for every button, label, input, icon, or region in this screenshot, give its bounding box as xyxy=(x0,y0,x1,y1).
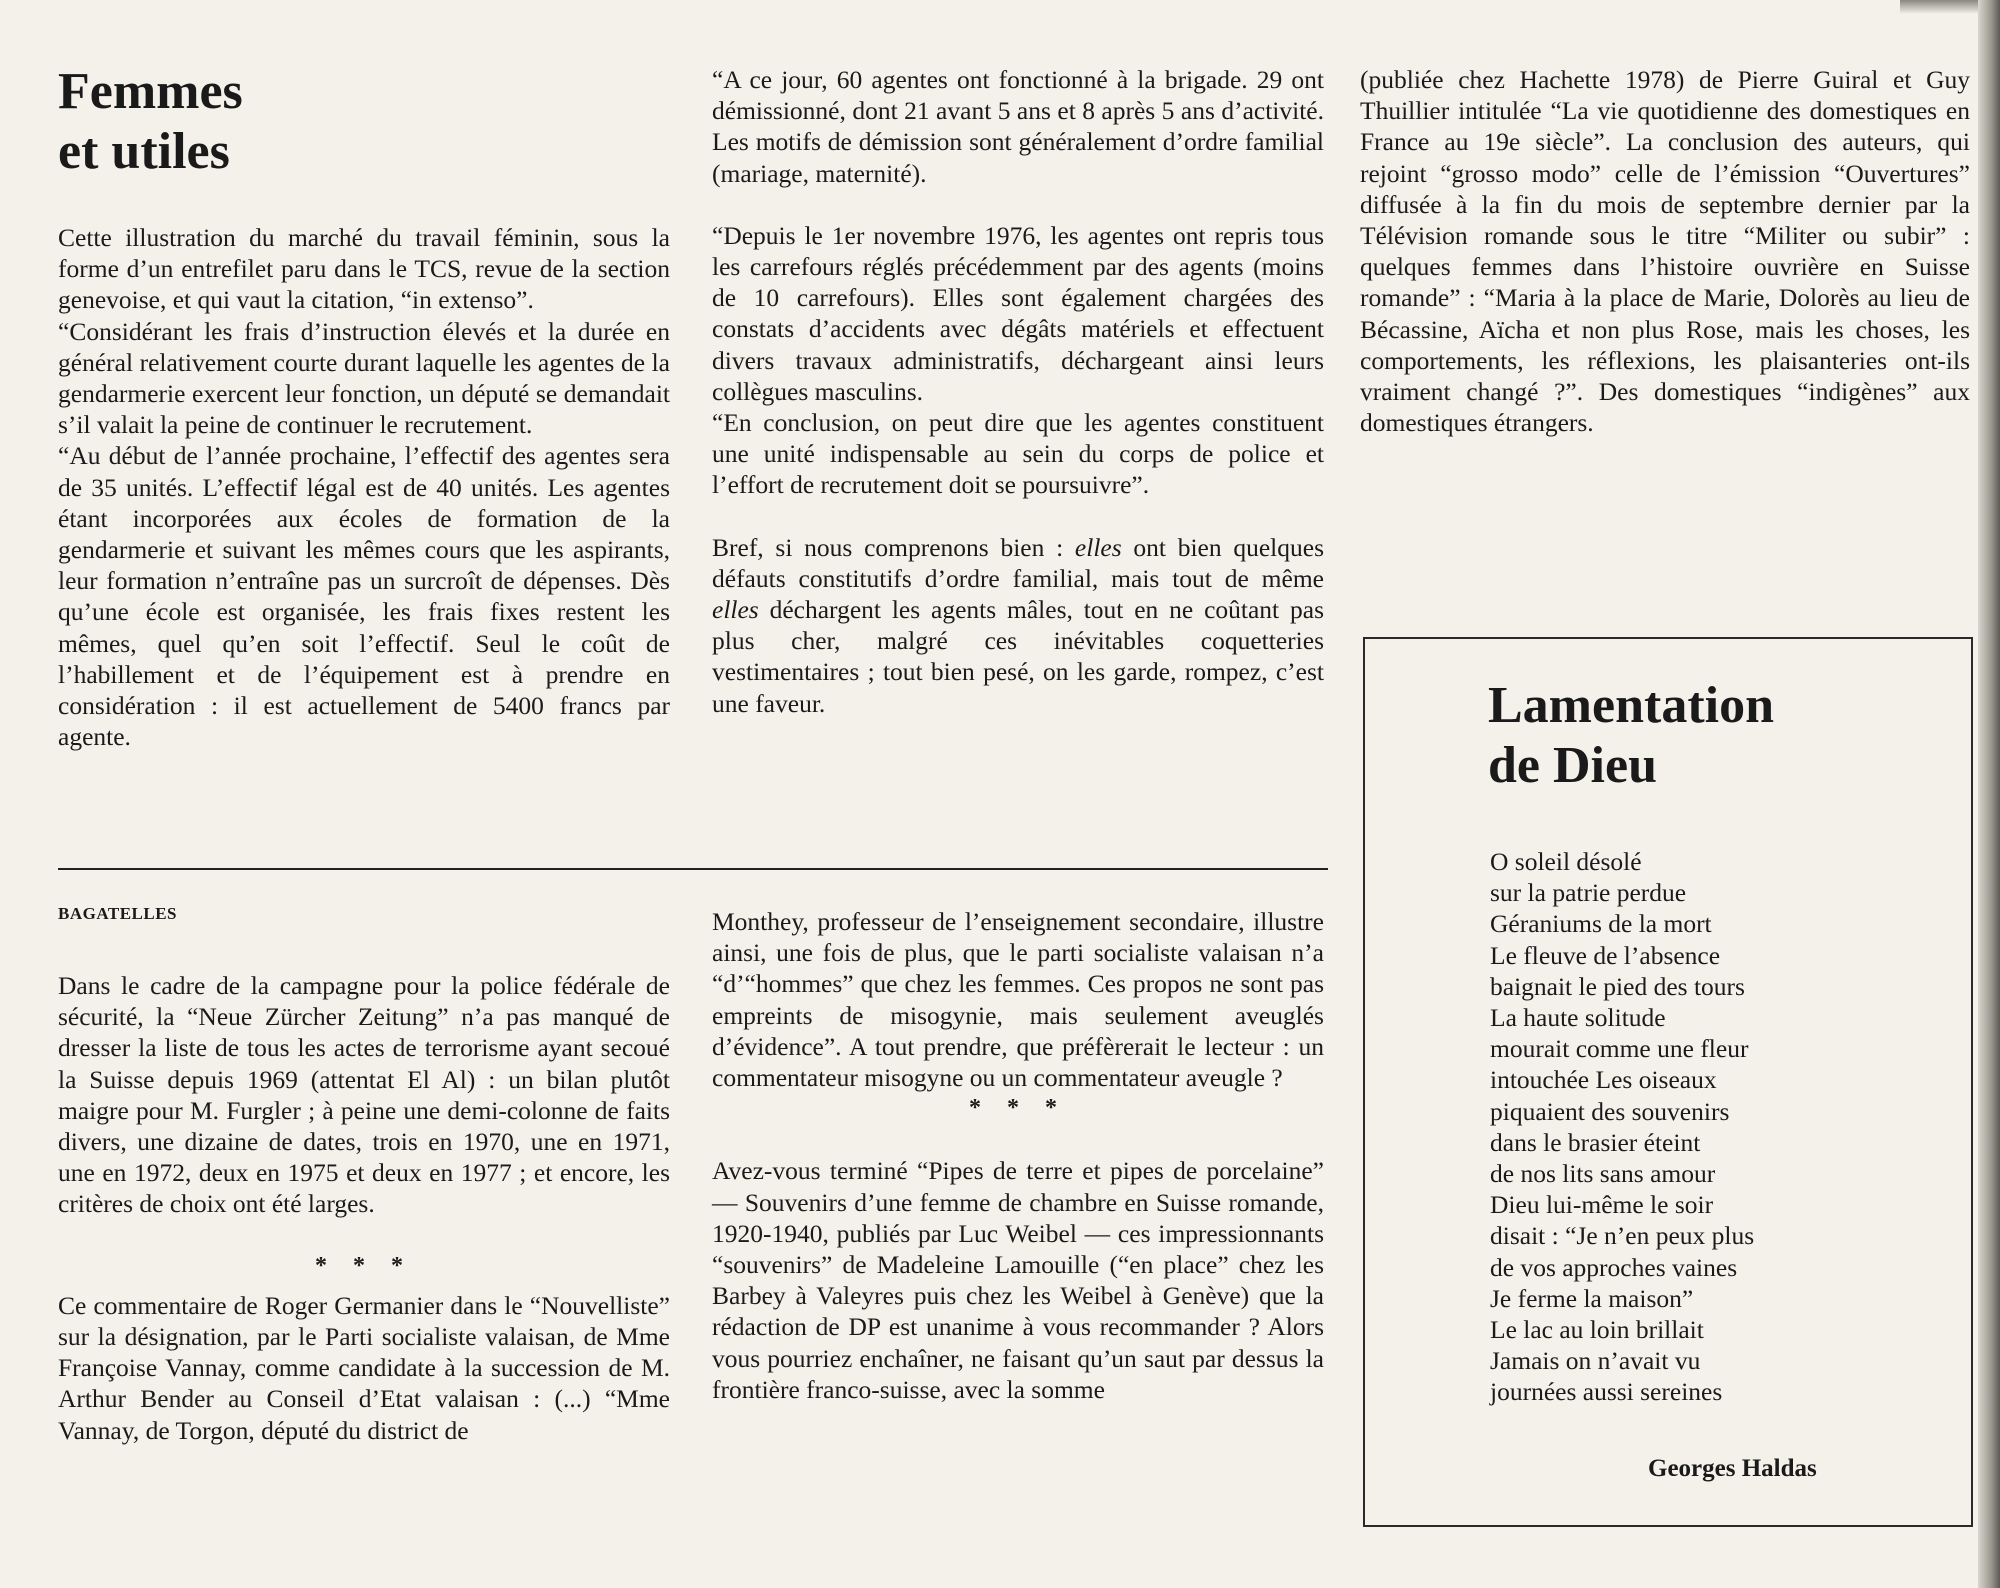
poem-line: Je ferme la maison” xyxy=(1490,1283,1694,1313)
section-divider xyxy=(58,868,1328,870)
paragraph: “Depuis le 1er novembre 1976, les agentes ont repris tous les carrefours réglés précédemment par des agents (moins de 10 carrefours). Elles sont également chargées des constats d’accidents avec dégâts matériels et effectuent divers travaux administratifs, déchargeant ainsi leurs collègues masculins. xyxy=(712,220,1324,406)
poem-author: Georges Haldas xyxy=(1648,1455,1817,1482)
article-headline-femmes xyxy=(58,62,243,182)
text-run: Bref, si nous comprenons bien : xyxy=(712,532,1075,562)
article-femmes-column-2 xyxy=(712,64,1324,719)
poem-line: dans le brasier éteint xyxy=(1490,1127,1701,1157)
page-edge-shadow xyxy=(1978,0,2000,1588)
poem-line: La haute solitude xyxy=(1490,1003,1666,1033)
bagatelles-column-1 xyxy=(58,970,670,1446)
poem-line: baignait le pied des tours xyxy=(1490,971,1745,1001)
poem-title xyxy=(1488,676,1774,796)
poem-line: Le fleuve de l’absence xyxy=(1490,940,1721,970)
poem-line: Dieu lui-même le soir xyxy=(1490,1190,1714,1220)
poem-line: de nos lits sans amour xyxy=(1490,1159,1716,1189)
paragraph-conclusion xyxy=(712,532,1324,719)
paragraph: “Au début de l’année prochaine, l’effectif des agentes sera de 35 unités. L’effectif légal est de 40 unités. Les agentes étant incorporées aux écoles de formation de la gendarmerie et suivant les mêmes cours que les aspirants, leur formation n’entraîne pas un surcroît de dépenses. Dès qu’une école est organisée, les frais fixes restent les mêmes, quel qu’en soit l’effectif. Seul le coût de l’habillement et de l’équipement est à prendre en considération : il est actuellement de 5400 francs par agente. xyxy=(58,441,670,752)
paragraph: “A ce jour, 60 agentes ont fonctionné à la brigade. 29 ont démissionné, dont 21 avant 5 ans et 8 après 5 ans d’activité. Les motifs de démission sont généralement d’ordre familial (mariage, maternité). xyxy=(712,65,1324,188)
poem-line: Jamais on n’avait vu xyxy=(1490,1346,1701,1376)
poem-line: intouchée Les oiseaux xyxy=(1490,1065,1717,1095)
paragraph: Monthey, professeur de l’enseignement secondaire, illustre ainsi, une fois de plus, que le parti socialiste valaisan n’a “d’“hommes” que chez les femmes. Ces propos ne sont pas empreints de misogynie, mais seulement aveuglés d’évidence”. A tout prendre, que préfèrerait le lecteur : un commentateur misogyne ou un commentateur aveugle ? xyxy=(712,907,1324,1093)
paragraph: Ce commentaire de Roger Germanier dans le “Nouvelliste” sur la désignation, par le Parti socialiste valaisan, de Mme Françoise Vannay, comme candidate à la succession de M. Arthur Bender au Conseil d’Etat valaisan : (...) “Mme Vannay, de Torgon, député du district de xyxy=(58,1290,670,1445)
article-column-3 xyxy=(1360,64,1970,438)
poem-line: journées aussi sereines xyxy=(1490,1377,1723,1407)
headline-line-2: et utiles xyxy=(58,123,230,180)
separator-asterisks: * * * xyxy=(969,1095,1067,1122)
paragraph: Dans le cadre de la campagne pour la police fédérale de sécurité, la “Neue Zürcher Zeitung” n’a pas manqué de dresser la liste de tous les actes de terrorisme ayant secoué la Suisse depuis 1969 (attentat El Al) : un bilan plutôt maigre pour M. Furgler ; à peine une demi-colonne de faits divers, une dizaine de dates, trois en 1970, une en 1971, une en 1972, deux en 1975 et deux en 1977 ; et encore, les critères de choix ont été larges. xyxy=(58,971,670,1219)
poem-title-line-1: Lamentation xyxy=(1488,677,1774,734)
section-heading-bagatelles: BAGATELLES xyxy=(58,904,178,923)
text-run: ont bien quelques défauts constitutifs d’ordre familial, mais tout de même xyxy=(712,532,1324,593)
poem-verses xyxy=(1490,846,1754,1408)
italic-text: elles xyxy=(1074,532,1122,562)
headline-line-1: Femmes xyxy=(58,63,243,120)
paragraph: (publiée chez Hachette 1978) de Pierre Guiral et Guy Thuillier intitulée “La vie quotidienne des domestiques en France au 19e siècle”. La conclusion des auteurs, qui rejoint “grosso modo” celle de l’émission “Ouvertures” diffusée à la fin du mois de septembre dernier par la Télévision romande sous le titre “Militer ou subir” : quelques femmes dans l’histoire ouvrière en Suisse romande” : “Maria à la place de Marie, Dolorès au lieu de Bécassine, Aïcha et non plus Rose, mais les choses, les comportements, les réflexions, les plaisanteries ont-ils vraiment changé ?”. Des domestiques “indigènes” aux domestiques étrangers. xyxy=(1360,65,1970,438)
paragraph: “En conclusion, on peut dire que les agentes constituent une unité indispensable au sein du corps de police et l’effort de recrutement doit se poursuivre”. xyxy=(712,408,1324,500)
paragraph: Cette illustration du marché du travail féminin, sous la forme d’un entrefilet paru dans le TCS, revue de la section genevoise, et qui vaut la citation, “in extenso”. xyxy=(58,223,670,315)
poem-line: mourait comme une fleur xyxy=(1490,1034,1749,1064)
poem-line: O soleil désolé xyxy=(1490,847,1642,876)
page-corner-shadow xyxy=(1900,0,1978,14)
article-femmes-column-1 xyxy=(58,222,670,752)
text-run: déchargent les agents mâles, tout en ne coûtant pas plus cher, malgré ces inévitables coquetteries vestimentaires ; tout bien pesé, on les garde, rompez, c’est une faveur. xyxy=(712,595,1324,718)
paragraph: “Considérant les frais d’instruction élevés et la durée en général relativement courte durant laquelle les agentes de la gendarmerie exercent leur fonction, un député se demandait s’il valait la peine de continuer le recrutement. xyxy=(58,316,670,440)
poem-line: de vos approches vaines xyxy=(1490,1252,1738,1282)
poem-line: Le lac au loin brillait xyxy=(1490,1315,1704,1345)
poem-line: sur la patrie perdue xyxy=(1490,878,1687,908)
poem-line: piquaient des souvenirs xyxy=(1490,1096,1730,1126)
poem-title-line-2: de Dieu xyxy=(1488,737,1657,794)
separator-asterisks: * * * xyxy=(315,1252,413,1279)
poem-line: disait : “Je n’en peux plus xyxy=(1490,1221,1755,1251)
poem-line: Géraniums de la mort xyxy=(1490,909,1712,939)
italic-text: elles xyxy=(712,595,759,625)
paragraph: Avez-vous terminé “Pipes de terre et pipes de porcelaine” — Souvenirs d’une femme de chambre en Suisse romande, 1920-1940, publiés par Luc Weibel — ces impressionnants “souvenirs” de Madeleine Lamouille (“en place” chez les Barbey à Valeyres puis chez les Weibel à Genève) que la rédaction de DP est unanime à vous recommander ? Alors vous pourriez enchaîner, ne faisant qu’un saut par dessus la frontière franco-suisse, avec la somme xyxy=(712,1156,1324,1404)
bagatelles-column-2 xyxy=(712,906,1324,1405)
